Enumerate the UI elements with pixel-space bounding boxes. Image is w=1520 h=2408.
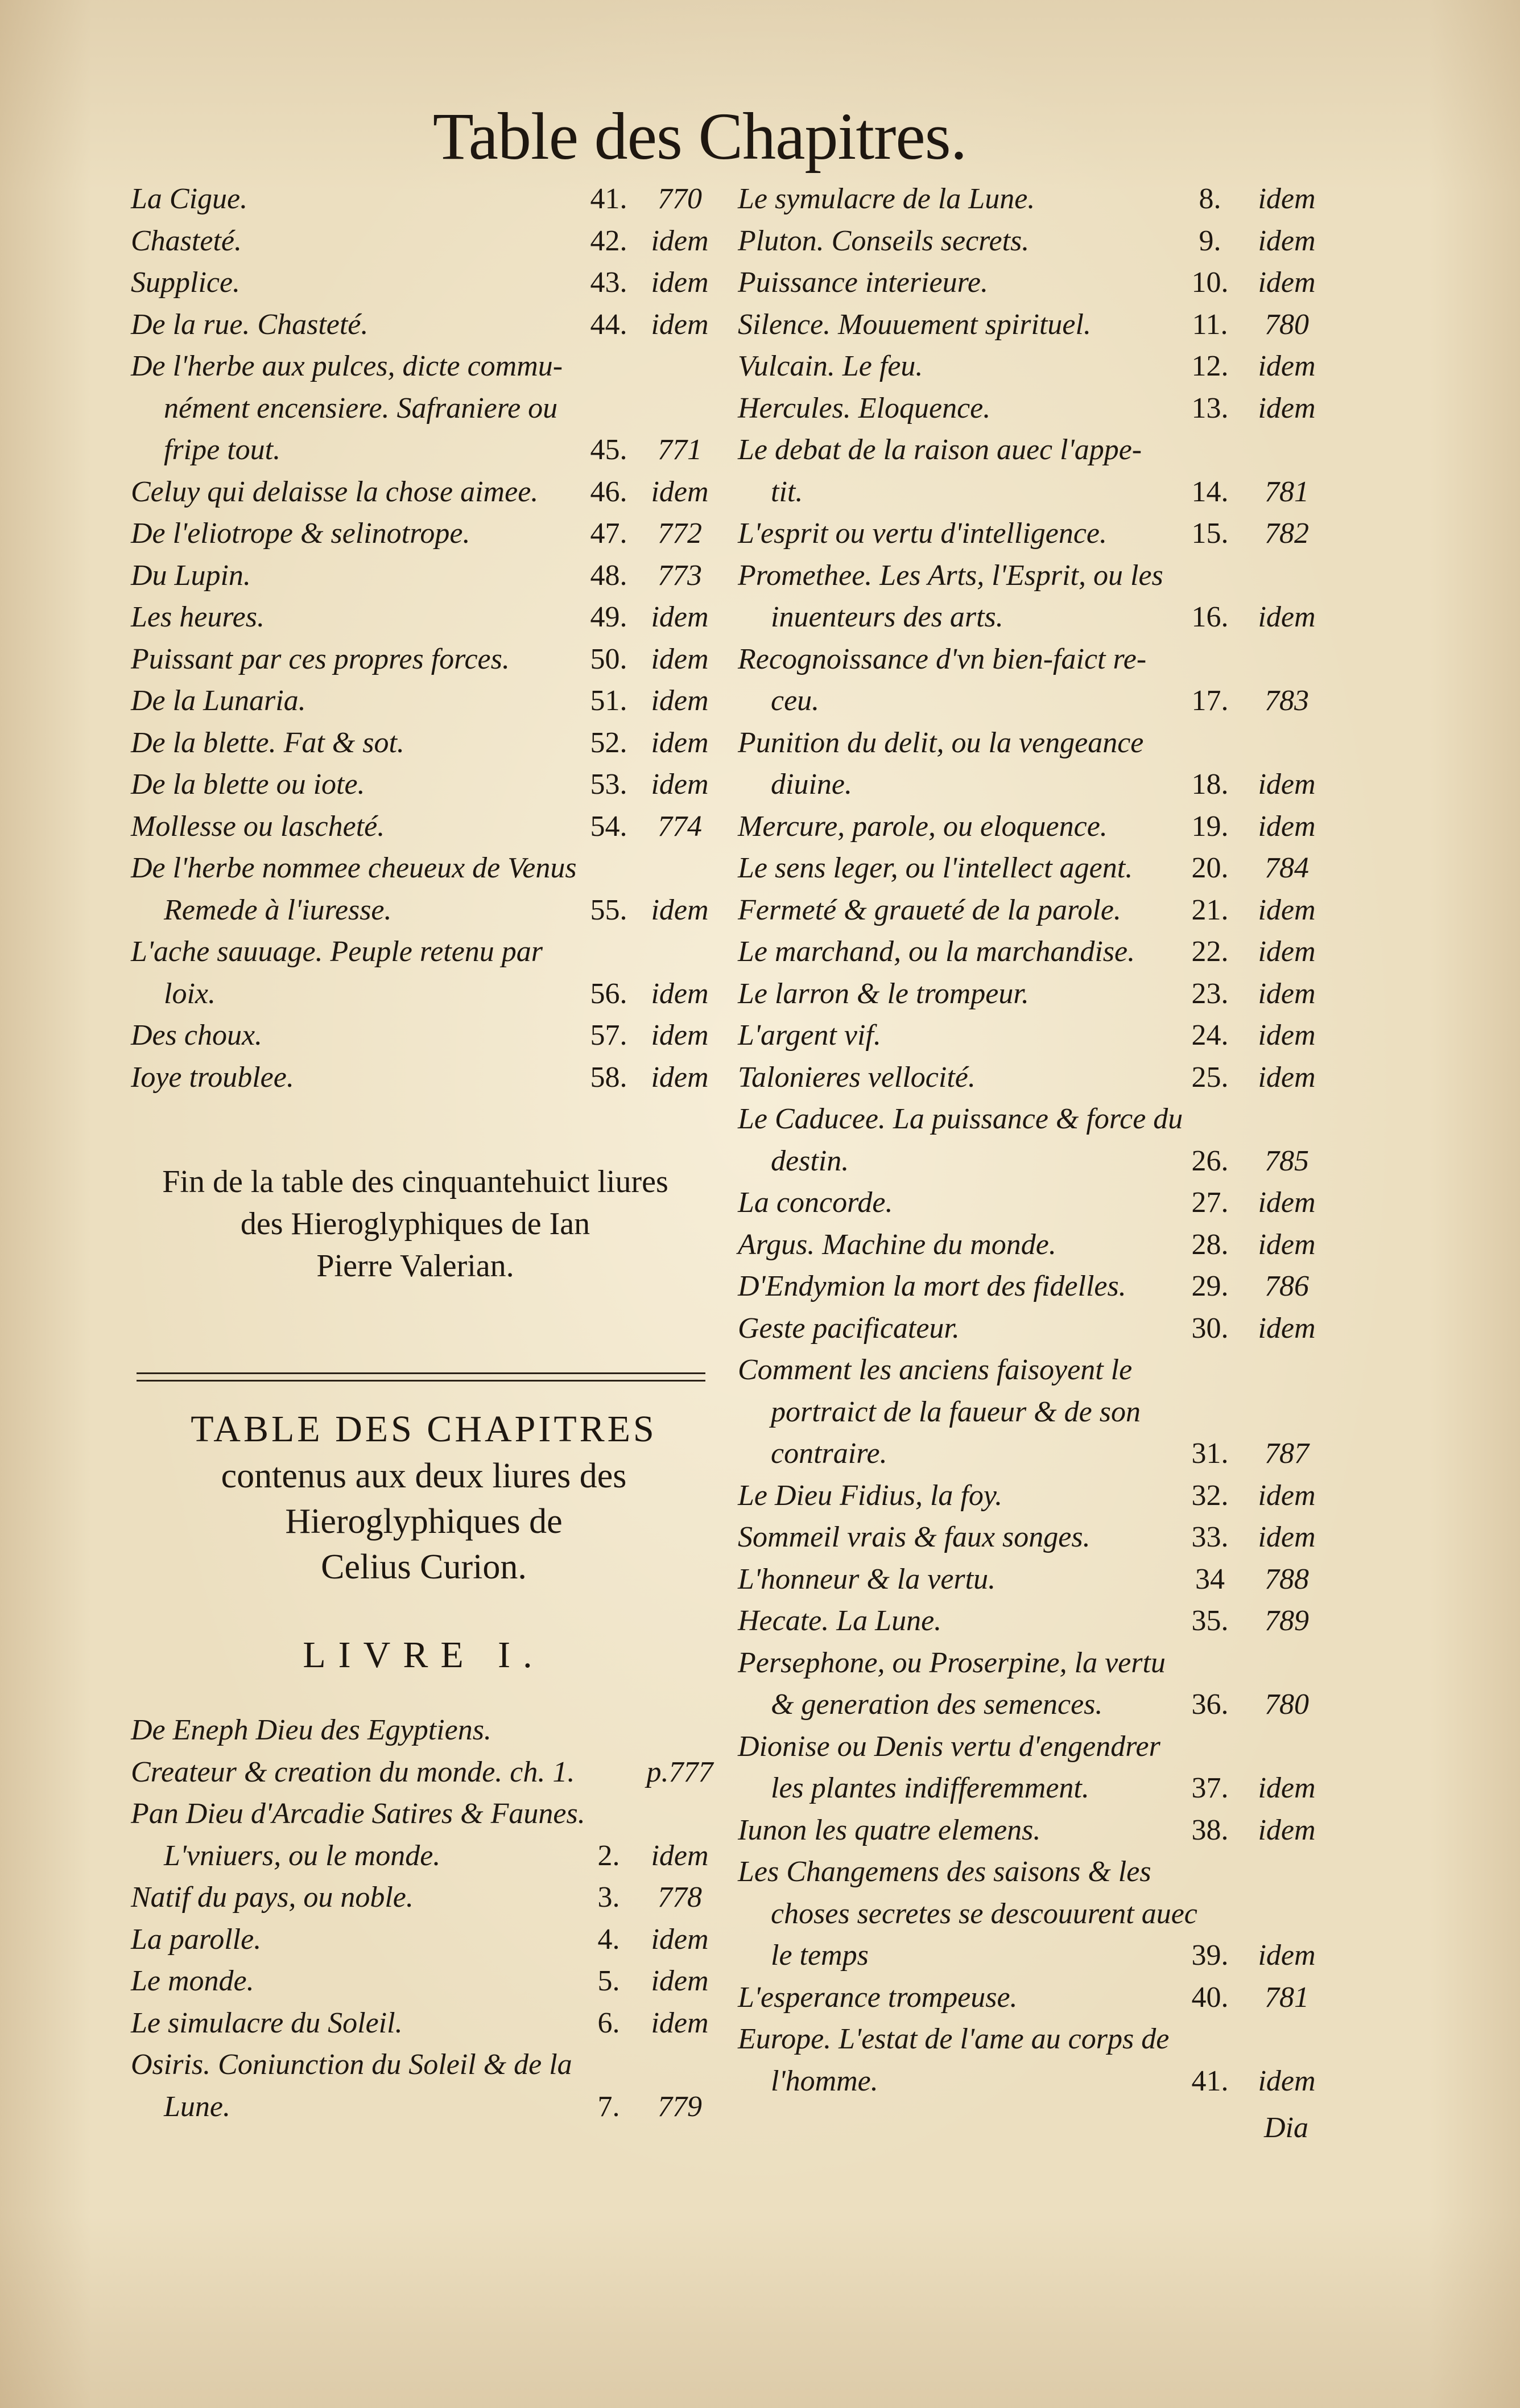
table-row [738, 764, 1332, 806]
page-reference: idem [1258, 893, 1316, 926]
chapter-number: 44. [590, 308, 627, 341]
chapter-number: 13. [1191, 391, 1229, 424]
table-row [738, 1265, 1332, 1308]
table-row [131, 387, 722, 430]
page-reference: idem [1258, 1939, 1316, 1972]
chapter-number: 51. [590, 685, 627, 717]
page-reference: 782 [1265, 517, 1309, 550]
table-row [131, 220, 722, 262]
page-reference: idem [1258, 601, 1316, 633]
chapter-title: nément encensiere. Safraniere ou [164, 391, 558, 424]
table-row [738, 1349, 1332, 1391]
table-row [738, 1308, 1332, 1350]
chapter-number: 21. [1191, 893, 1229, 926]
table-row [738, 1977, 1332, 2019]
chapter-title: De l'herbe aux pulces, dicte commu- [131, 350, 563, 382]
chapter-number: 19. [1191, 810, 1229, 843]
chapter-title: inuenteurs des arts. [771, 601, 1003, 633]
catchword: Dia [1264, 2112, 1308, 2144]
table-row [738, 1684, 1332, 1726]
table-row [738, 596, 1332, 638]
page-reference: idem [1258, 1228, 1316, 1261]
table-row [738, 1475, 1332, 1517]
page-reference: idem [1258, 810, 1316, 843]
chapter-title: Supplice. [131, 266, 241, 299]
page-reference: idem [651, 726, 709, 759]
page-reference: 781 [1265, 475, 1309, 508]
chapter-title: Puissance interieure. [738, 266, 988, 299]
table-row [738, 931, 1332, 973]
page-reference: idem [651, 1965, 709, 1997]
table-row [738, 1851, 1332, 1893]
page-reference: idem [1258, 1019, 1316, 1052]
table-row [131, 1919, 722, 1961]
chapter-number: 15. [1191, 517, 1229, 550]
page-reference: idem [651, 1923, 709, 1956]
page-reference: 787 [1265, 1437, 1309, 1470]
chapter-title: Lune. [164, 2090, 230, 2123]
table-row [131, 1015, 722, 1057]
chapter-number: 48. [590, 559, 627, 592]
table-row [738, 1893, 1332, 1935]
table-row [738, 1015, 1332, 1057]
chapter-title: Talonieres vellocité. [738, 1061, 976, 1094]
section-subheading-line: Celius Curion. [321, 1548, 527, 1586]
page-reference: p.777 [646, 1755, 713, 1788]
page-reference: idem [1258, 350, 1316, 382]
chapter-title: Fermeté & graueté de la parole. [738, 893, 1121, 926]
table-row [738, 262, 1332, 304]
table-row [738, 1098, 1332, 1140]
chapter-title: Le simulacre du Soleil. [131, 2006, 403, 2039]
page-reference: idem [651, 685, 709, 717]
chapter-title: Sommeil vrais & faux songes. [738, 1521, 1091, 1553]
chapter-title: l'homme. [771, 2064, 878, 2097]
page-reference: idem [651, 893, 709, 926]
chapter-title: tit. [771, 475, 803, 508]
page-reference: 785 [1265, 1144, 1309, 1177]
chapter-title: L'argent vif. [738, 1019, 881, 1052]
table-row [738, 806, 1332, 848]
chapter-title: loix. [164, 977, 216, 1010]
table-row [131, 471, 722, 513]
table-row [131, 345, 722, 387]
chapter-title: La concorde. [738, 1186, 893, 1219]
chapter-number: 22. [1191, 935, 1229, 968]
table-row [131, 764, 722, 806]
chapter-list-right [738, 178, 1332, 2102]
chapter-number: 49. [590, 601, 627, 633]
chapter-number: 46. [590, 475, 627, 508]
chapter-title: fripe tout. [164, 434, 281, 466]
chapter-number: 45. [590, 434, 627, 466]
chapter-number: 6. [597, 2006, 620, 2039]
page-reference: 774 [658, 810, 702, 843]
divider-rule [137, 1372, 705, 1382]
table-row [131, 1751, 722, 1793]
table-row [738, 847, 1332, 889]
chapter-number: 17. [1191, 685, 1229, 717]
table-row [131, 806, 722, 848]
chapter-title: L'honneur & la vertu. [738, 1562, 996, 1595]
table-row [738, 1767, 1332, 1809]
chapter-number: 11. [1192, 308, 1228, 341]
chapter-number: 56. [590, 977, 627, 1010]
table-row [738, 1057, 1332, 1099]
table-row [131, 2002, 722, 2044]
page-reference: idem [1258, 1772, 1316, 1804]
chapter-title: Hecate. La Lune. [738, 1605, 942, 1637]
chapter-number: 41. [1191, 2064, 1229, 2097]
chapter-title: Natif du pays, ou noble. [131, 1881, 414, 1914]
table-row [738, 513, 1332, 555]
chapter-title: De la Lunaria. [131, 685, 306, 717]
table-row [131, 304, 722, 346]
page-reference: 784 [1265, 852, 1309, 884]
chapter-title: contraire. [771, 1437, 887, 1470]
page-reference: 772 [658, 517, 702, 550]
chapter-title: Promethee. Les Arts, l'Esprit, ou les [738, 559, 1163, 592]
table-row [738, 2018, 1332, 2060]
page-reference: idem [651, 475, 709, 508]
chapter-number: 10. [1191, 266, 1229, 299]
table-row [738, 387, 1332, 430]
table-row [131, 680, 722, 722]
book-heading: LIVRE I. [303, 1634, 545, 1676]
chapter-number: 3. [597, 1881, 620, 1914]
chapter-number: 31. [1191, 1437, 1229, 1470]
chapter-number: 43. [590, 266, 627, 299]
table-row [131, 1877, 722, 1919]
table-row [738, 1809, 1332, 1852]
chapter-title: Argus. Machine du monde. [738, 1228, 1056, 1261]
chapter-number: 35. [1191, 1605, 1229, 1637]
chapter-title: Les heures. [131, 601, 265, 633]
page-reference: idem [1258, 1186, 1316, 1219]
page-reference: 780 [1265, 308, 1309, 341]
chapter-title: les plantes indifferemment. [771, 1772, 1089, 1804]
page-reference: idem [651, 1061, 709, 1094]
table-row [738, 555, 1332, 597]
section-subheading-line: contenus aux deux liures des [221, 1457, 627, 1495]
page-reference: 788 [1265, 1562, 1309, 1595]
chapter-title: Pan Dieu d'Arcadie Satires & Faunes. [131, 1797, 585, 1830]
table-row [131, 513, 722, 555]
page-reference: idem [651, 224, 709, 257]
chapter-list-left [131, 178, 722, 1098]
page-reference: idem [1258, 935, 1316, 968]
chapter-title: destin. [771, 1144, 849, 1177]
left-column [131, 178, 722, 2127]
chapter-title: Le debat de la raison auec l'appe- [738, 434, 1142, 466]
table-row [131, 555, 722, 597]
chapter-number: 38. [1191, 1813, 1229, 1846]
chapter-title: Le larron & le trompeur. [738, 977, 1029, 1010]
chapter-number: 14. [1191, 475, 1229, 508]
chapter-number: 9. [1199, 224, 1221, 257]
table-row [131, 262, 722, 304]
table-row [738, 722, 1332, 764]
page-reference: idem [1258, 391, 1316, 424]
chapter-title: Des choux. [131, 1019, 263, 1052]
chapter-title: Recognoissance d'vn bien-faict re- [738, 642, 1147, 675]
page-title: Table des Chapitres. [432, 99, 967, 174]
table-row [131, 722, 722, 764]
table-row [738, 2060, 1332, 2102]
chapter-number: 26. [1191, 1144, 1229, 1177]
page-reference: idem [651, 266, 709, 299]
page-reference: 773 [658, 559, 702, 592]
chapter-number: 55. [590, 893, 627, 926]
chapter-title: Le marchand, ou la marchandise. [738, 935, 1135, 968]
table-row [738, 345, 1332, 387]
chapter-number: 40. [1191, 1981, 1229, 2014]
chapter-number: 7. [597, 2090, 620, 2123]
table-row [738, 1935, 1332, 1977]
chapter-number: 57. [590, 1019, 627, 1052]
chapter-number: 29. [1191, 1270, 1229, 1302]
table-row [131, 973, 722, 1015]
page-reference: idem [1258, 1813, 1316, 1846]
end-note-line: Pierre Valerian. [316, 1248, 514, 1284]
chapter-title: Persephone, ou Proserpine, la vertu [738, 1646, 1166, 1679]
chapter-number: 41. [590, 183, 627, 215]
chapter-title: De Eneph Dieu des Egyptiens. [131, 1714, 491, 1746]
chapter-title: De la blette. Fat & sot. [131, 726, 404, 759]
chapter-title: & generation des semences. [771, 1688, 1103, 1721]
table-row [738, 304, 1332, 346]
chapter-number: 16. [1191, 601, 1229, 633]
page-reference: idem [1258, 1312, 1316, 1345]
chapter-title: Dionise ou Denis vertu d'engendrer [738, 1730, 1160, 1763]
page-reference: 789 [1265, 1605, 1309, 1637]
table-row [738, 638, 1332, 681]
page-reference: idem [1258, 1479, 1316, 1512]
chapter-number: 58. [590, 1061, 627, 1094]
chapter-number: 52. [590, 726, 627, 759]
page-reference: idem [651, 768, 709, 801]
table-row [131, 596, 722, 638]
page-reference: idem [1258, 224, 1316, 257]
chapter-number: 25. [1191, 1061, 1229, 1094]
chapter-title: L'esperance trompeuse. [738, 1981, 1018, 2014]
right-column [738, 178, 1332, 2102]
chapter-title: De la blette ou iote. [131, 768, 365, 801]
chapter-title: portraict de la faueur & de son [771, 1395, 1141, 1428]
page-reference: idem [651, 308, 709, 341]
chapter-title: Silence. Mouuement spirituel. [738, 308, 1091, 341]
page-reference: idem [1258, 2064, 1316, 2097]
end-note [131, 1161, 700, 1287]
chapter-title: Chasteté. [131, 224, 242, 257]
chapter-title: Vulcain. Le feu. [738, 350, 923, 382]
chapter-number: 20. [1191, 852, 1229, 884]
chapter-title: Le symulacre de la Lune. [738, 183, 1035, 215]
chapter-title: Punition du delit, ou la vengeance [738, 726, 1144, 759]
page-reference: 786 [1265, 1270, 1309, 1302]
chapter-title: Les Changemens des saisons & les [738, 1856, 1151, 1888]
chapter-number: 50. [590, 642, 627, 675]
chapter-title: Createur & creation du monde. ch. 1. [131, 1755, 575, 1788]
table-row [131, 1057, 722, 1099]
chapter-title: Ioye troublee. [131, 1061, 294, 1094]
table-row [131, 1709, 722, 1751]
section-heading: TABLE DES CHAPITRES [191, 1408, 657, 1450]
chapter-title: Europe. L'estat de l'ame au corps de [738, 2023, 1170, 2055]
chapter-title: Du Lupin. [131, 559, 251, 592]
chapter-number: 4. [597, 1923, 620, 1956]
page-reference: idem [651, 2006, 709, 2039]
chapter-number: 42. [590, 224, 627, 257]
chapter-number: 39. [1191, 1939, 1229, 1972]
chapter-title: Hercules. Eloquence. [738, 391, 991, 424]
page-reference: idem [1258, 1521, 1316, 1553]
table-row [131, 1835, 722, 1877]
page-reference: 780 [1265, 1688, 1309, 1721]
table-row [738, 1600, 1332, 1642]
page-reference: 779 [658, 2090, 702, 2123]
table-row [738, 1224, 1332, 1266]
chapter-title: Remede à l'iuresse. [164, 893, 392, 926]
chapter-title: Pluton. Conseils secrets. [738, 224, 1030, 257]
table-row [738, 1391, 1332, 1433]
chapter-number: 2. [597, 1839, 620, 1872]
page-reference: idem [1258, 977, 1316, 1010]
chapter-number: 36. [1191, 1688, 1229, 1721]
table-row [738, 1642, 1332, 1684]
table-row [131, 638, 722, 681]
chapter-title: Osiris. Coniunction du Soleil & de la [131, 2048, 572, 2081]
chapter-title: Le Caducee. La puissance & force du [738, 1103, 1183, 1135]
chapter-title: diuine. [771, 768, 852, 801]
chapter-number: 5. [597, 1965, 620, 1997]
table-row [738, 1726, 1332, 1768]
chapter-number: 32. [1191, 1479, 1229, 1512]
page-reference: idem [651, 1019, 709, 1052]
chapter-title: Mercure, parole, ou eloquence. [738, 810, 1108, 843]
table-row [738, 1140, 1332, 1182]
table-row [738, 1558, 1332, 1601]
chapter-title: Mollesse ou lascheté. [131, 810, 385, 843]
page-reference: 783 [1265, 685, 1309, 717]
chapter-number: 47. [590, 517, 627, 550]
page-reference: 771 [658, 434, 702, 466]
chapter-title: L'vniuers, ou le monde. [164, 1839, 441, 1872]
table-row [738, 680, 1332, 722]
chapter-number: 53. [590, 768, 627, 801]
table-row [131, 429, 722, 471]
page-reference: idem [651, 642, 709, 675]
page-reference: idem [651, 1839, 709, 1872]
table-row [738, 1516, 1332, 1558]
chapter-number: 12. [1191, 350, 1229, 382]
chapter-title: Le sens leger, ou l'intellect agent. [738, 852, 1133, 884]
chapter-title: Iunon les quatre elemens. [738, 1813, 1041, 1846]
table-row [131, 178, 722, 220]
chapter-title: De la rue. Chasteté. [131, 308, 369, 341]
chapter-title: ceu. [771, 685, 820, 717]
table-row [131, 2086, 722, 2128]
table-row [131, 889, 722, 931]
chapter-title: De l'eliotrope & selinotrope. [131, 517, 470, 550]
page-reference: idem [1258, 768, 1316, 801]
table-row [738, 220, 1332, 262]
table-row [738, 429, 1332, 471]
table-row [131, 931, 722, 973]
chapter-number: 27. [1191, 1186, 1229, 1219]
chapter-title: Geste pacificateur. [738, 1312, 960, 1345]
table-row [131, 2044, 722, 2086]
page-reference: 781 [1265, 1981, 1309, 2014]
table-row [131, 1960, 722, 2002]
chapter-title: L'ache sauuage. Peuple retenu par [131, 935, 543, 968]
chapter-title: La parolle. [131, 1923, 262, 1956]
chapter-number: 18. [1191, 768, 1229, 801]
table-row [738, 471, 1332, 513]
chapter-title: L'esprit ou vertu d'intelligence. [738, 517, 1108, 550]
chapter-number: 33. [1191, 1521, 1229, 1553]
chapter-list-left-book-1 [131, 1709, 722, 2127]
chapter-number: 30. [1191, 1312, 1229, 1345]
chapter-title: D'Endymion la mort des fidelles. [738, 1270, 1126, 1302]
table-row [131, 1793, 722, 1835]
chapter-title: Le Dieu Fidius, la foy. [738, 1479, 1003, 1512]
end-note-line: des Hieroglyphiques de Ian [240, 1206, 590, 1242]
page-reference: idem [651, 977, 709, 1010]
table-row [738, 889, 1332, 931]
chapter-number: 23. [1191, 977, 1229, 1010]
chapter-number: 28. [1191, 1228, 1229, 1261]
section-subheading-line: Hieroglyphiques de [285, 1502, 563, 1541]
chapter-title: le temps [771, 1939, 869, 1972]
page-reference: 770 [658, 183, 702, 215]
chapter-number: 24. [1191, 1019, 1229, 1052]
page-reference: idem [1258, 266, 1316, 299]
page-reference: idem [1258, 1061, 1316, 1094]
chapter-title: Puissant par ces propres forces. [131, 642, 510, 675]
table-row [738, 1182, 1332, 1224]
chapter-title: De l'herbe nommee cheueux de Venus [131, 852, 577, 884]
end-note-line: Fin de la table des cinquantehuict liures [162, 1164, 668, 1199]
chapter-title: Celuy qui delaisse la chose aimee. [131, 475, 539, 508]
chapter-number: 34 [1195, 1562, 1225, 1595]
page-reference: idem [1258, 183, 1316, 215]
chapter-title: Comment les anciens faisoyent le [738, 1354, 1133, 1386]
table-row [738, 973, 1332, 1015]
page-reference: 778 [658, 1881, 702, 1914]
chapter-number: 37. [1191, 1772, 1229, 1804]
table-row [738, 178, 1332, 220]
chapter-number: 54. [590, 810, 627, 843]
chapter-title: choses secretes se descouurent auec [771, 1897, 1197, 1930]
table-row [131, 847, 722, 889]
chapter-title: Le monde. [131, 1965, 254, 1997]
chapter-title: La Cigue. [131, 183, 248, 215]
chapter-number: 8. [1199, 183, 1221, 215]
page-reference: idem [651, 601, 709, 633]
table-row [738, 1433, 1332, 1475]
